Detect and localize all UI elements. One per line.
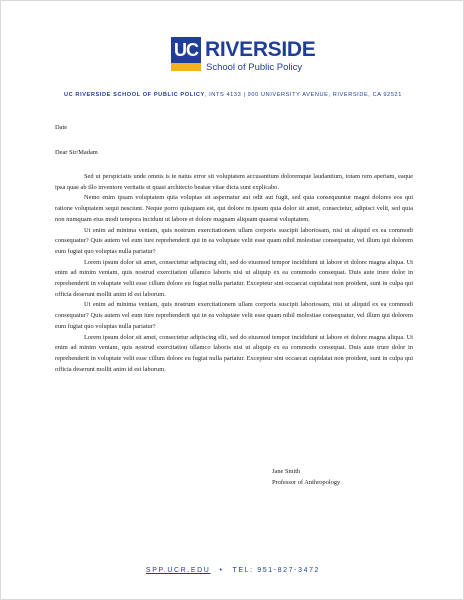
address-details: , INTS 4133 | 900 UNIVERSITY AVENUE, RIVERSIDE, CA 92521	[204, 92, 402, 98]
logo-gold-bar	[171, 63, 201, 71]
body-paragraph: Ut enim ad minima veniam, quis nostrum exercitationem ullam corporis suscipit laboriosam, nisi ut aliquid ex ea commodi consequatur? Quis autem vel eum iure reprehenderit qui in ea voluptate velit esse quam nihil molestiae consequatur, vel illum qui dolorem eum fugiat quo voluptas nulla pariatur?	[55, 226, 413, 255]
footer-separator: •	[219, 567, 224, 574]
signature-name: Jane Smith	[272, 468, 301, 475]
letter-salutation: Dear Sir/Madam	[55, 149, 98, 156]
body-paragraph: Nemo enim ipsam voluptatem quia voluptas sit aspernatur aut odit aut fugit, sed quia consequuntur magni dolores eos qui ratione voluptatem sequi nesciunt. Neque porro quisquam est, qui dolore m ipsum quia dolor sit amet, consectetur, adipisci velit, sed quia non numquam eius modi tempora incidunt ut labore et dolore magnam aliquam quaerat voluptatem.	[55, 194, 413, 223]
logo-uc-block: UC	[171, 37, 201, 63]
signature-block	[272, 466, 340, 488]
logo-school-name: School of Public Policy	[206, 62, 303, 73]
letter-body	[55, 172, 413, 375]
footer-phone: TEL: 951-827-3472	[232, 567, 321, 574]
letterhead-footer	[1, 567, 464, 574]
body-paragraph: Lorem ipsum dolor sit amet, consectetur adipiscing elit, sed do eiusmod tempor incididunt ut labore et dolore magna aliqua. Ut enim ad minim veniam, quis nostrud exercitation ullamco laboris nisi ut aliquip ex ea commodo consequat. Duis aute irure dolor in reprehenderit in voluptate velit esse cillum dolore eu fugiat nulla pariatur. Excepteur sint occaecat cupidatat non proident, sunt in culpa qui officia deserunt mollit anim id est laborum.	[55, 258, 413, 298]
address-org: UC RIVERSIDE SCHOOL OF PUBLIC POLICY	[64, 92, 205, 98]
letterhead-address	[1, 92, 464, 98]
ucr-spp-logo	[171, 37, 321, 77]
logo-riverside-wordmark: RIVERSIDE	[205, 38, 316, 61]
letter-date: Date	[55, 124, 68, 131]
signature-title: Professor of Anthropology	[272, 479, 341, 486]
footer-website-link[interactable]: SPP.UCR.EDU	[145, 567, 211, 574]
body-paragraph: Lorem ipsum dolor sit amet, consectetur adipiscing elit, sed do eiusmod tempor incididunt ut labore et dolore magna aliqua. Ut enim ad minim veniam, quis nostrud exercitation ullamco laboris nisi ut aliquip ex ea commodo consequat. Duis aute irure dolor in reprehenderit in voluptate velit esse cillum dolore eu fugiat nulla pariatur. Excepteur sint occaecat cupidatat non proident, sunt in culpa qui officia deserunt mollit anim id est laborum.	[55, 333, 413, 373]
body-paragraph: Ut enim ad minima veniam, quis nostrum exercitationem ullam corporis suscipit laboriosam, nisi ut aliquid ex ea commodi consequatur? Quis autem vel eum iure reprehenderit qui in ea voluptate velit esse quam nihil molestiae consequatur, vel illum qui dolorem eum fugiat quo voluptas nulla pariatur?	[55, 301, 413, 330]
body-paragraph: Sed ut perspiciatis unde omnis is te natus error sit voluptatem accusantium doloremque laudantium, totam rem aperiam, eaque ipsa quae ab illo inventore veritatis et quasi architecto beatae vitae dicta sunt explicabo.	[55, 173, 413, 191]
